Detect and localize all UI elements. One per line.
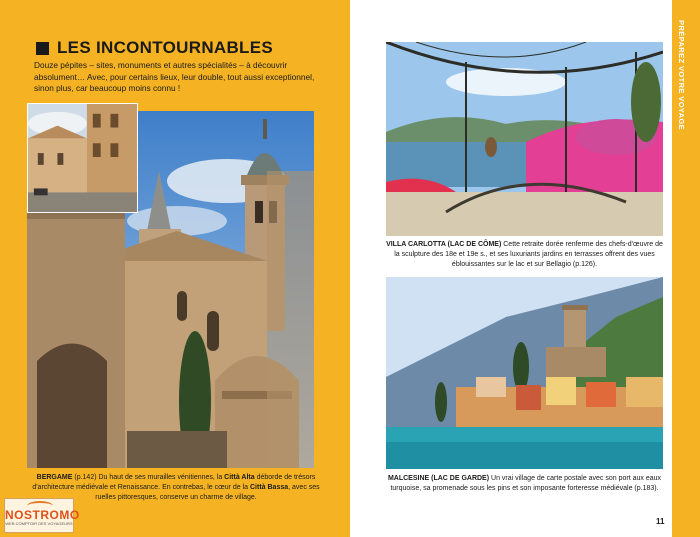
intro-paragraph: Douze pépites – sites, monuments et autres spécialités – à découvrir absolument… Avec, pour certains lieux, leur double, tout aussi exceptionnel, sinon plus, car beaucoup moins connu ! [34, 60, 315, 94]
nostromo-logo [4, 498, 80, 533]
logo-tagline: WEB COMPTOIR DES VOYAGEURS [5, 521, 73, 526]
villa-carlotta-photo [386, 42, 663, 236]
side-tab-label: PRÉPAREZ VOTRE VOYAGE [677, 20, 686, 131]
logo-name: NOSTROMO [5, 508, 80, 522]
malcesine-caption-title: MALCESINE (LAC DE GARDE) [387, 475, 490, 482]
bergamo-street-photo [27, 103, 138, 213]
heading-title: LES INCONTOURNABLES [57, 38, 274, 57]
bergamo-caption-text-3: , avec ses ruelles pittoresques, conserve un charme de village. [95, 484, 320, 501]
malcesine-caption-text: Un vrai village de carte postale avec son port aux eaux turquoise, sa promenade sous les pins et son imposante forteresse médiévale (p.183). [390, 475, 662, 492]
section-heading [36, 38, 273, 58]
logo-arc-icon [27, 501, 53, 511]
bergamo-caption-bold-1: Città Alta [224, 474, 255, 481]
villa-carlotta-caption-text: Cette retraite dorée renferme des chefs-d'œuvre de la sculpture des 18e et 19e s., et ses luxuriants jardins en terrasses offrent des vues éblouissantes sur le lac et sur Bellagio (p.126). [394, 241, 663, 268]
bergamo-caption-title: BERGAME [36, 474, 73, 481]
square-bullet-icon [36, 42, 49, 55]
bergamo-caption-text-1: (p.142) Du haut de ses murailles vénitiennes, la [72, 474, 225, 481]
villa-carlotta-caption [385, 240, 664, 270]
page-number: 11 [656, 517, 665, 526]
villa-carlotta-caption-title: VILLA CARLOTTA (LAC DE CÔME) [386, 241, 502, 248]
malcesine-caption [385, 474, 664, 494]
malcesine-photo [386, 277, 663, 469]
bergamo-caption-bold-2: Città Bassa [250, 484, 289, 491]
bergamo-caption-text-2: déborde de trésors d'architecture médiévale et Renaissance. En contrebas, le cœur de la [32, 474, 316, 491]
